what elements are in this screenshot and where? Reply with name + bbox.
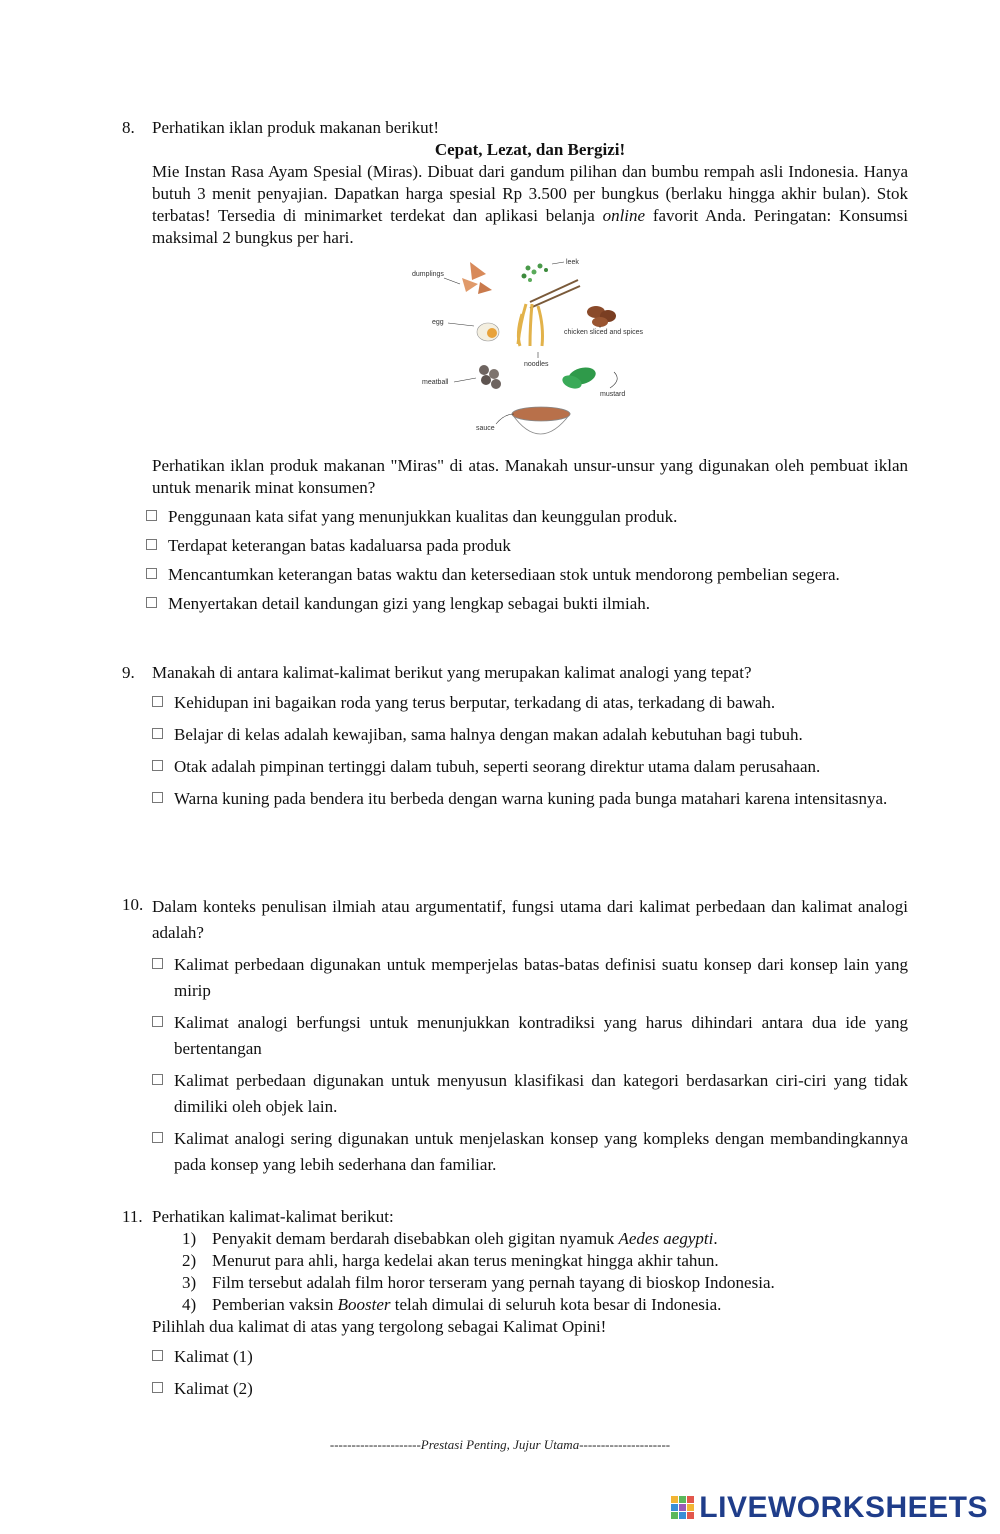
checkbox[interactable] bbox=[152, 1074, 163, 1085]
option-9c[interactable]: Otak adalah pimpinan tertinggi dalam tubuh, seperti seorang direktur utama dalam perusahaan. bbox=[152, 754, 908, 780]
option-8b[interactable]: Terdapat keterangan batas kadaluarsa pada produk bbox=[146, 535, 908, 557]
chicken-label: chicken sliced and spices bbox=[564, 329, 643, 336]
question-text: Dalam konteks penulisan ilmiah atau argumentatif, fungsi utama dari kalimat perbedaan dan kalimat analogi adalah? bbox=[152, 897, 908, 942]
checkbox[interactable] bbox=[146, 539, 157, 550]
checkbox[interactable] bbox=[152, 728, 163, 739]
question-intro: Perhatikan kalimat-kalimat berikut: bbox=[152, 1207, 394, 1226]
sentence-item: 4) Pemberian vaksin Booster telah dimulai di seluruh kota besar di Indonesia. bbox=[182, 1295, 722, 1314]
leek-label: leek bbox=[566, 259, 579, 266]
option-8a[interactable]: Penggunaan kata sifat yang menunjukkan kualitas dan keunggulan produk. bbox=[146, 506, 908, 528]
ad-text: Mie Instan Rasa Ayam Spesial (Miras). Dibuat dari gandum pilihan dan bumbu rempah asli Indonesia. Hanya butuh 3 menit penyajian. Dapatkan harga spesial Rp 3.500 per bungkus (berlaku hingga akhir bulan). Stok terbatas! Tersedia di minimarket terdekat dan aplikasi belanja online favorit Anda. Peringatan: Konsumsi maksimal 2 bungkus per hari. bbox=[152, 162, 908, 247]
question-text: Manakah di antara kalimat-kalimat berikut yang merupakan kalimat analogi yang tepat? bbox=[152, 663, 752, 682]
question-number: 10. bbox=[122, 895, 144, 914]
option-8d[interactable]: Menyertakan detail kandungan gizi yang lengkap sebagai bukti ilmiah. bbox=[146, 593, 908, 615]
option-10b[interactable]: Kalimat analogi berfungsi untuk menunjukkan kontradiksi yang harus dihindari antara dua ide yang bertentangan bbox=[152, 1010, 908, 1062]
sentence-item: 1) Penyakit demam berdarah disebabkan oleh gigitan nyamuk Aedes aegypti. bbox=[182, 1229, 718, 1248]
question-9 bbox=[122, 662, 908, 812]
option-10a[interactable]: Kalimat perbedaan digunakan untuk memperjelas batas-batas definisi suatu konsep dari konsep lain yang mirip bbox=[152, 952, 908, 1004]
noodles-label: noodles bbox=[524, 361, 549, 368]
dumplings-label: dumplings bbox=[412, 271, 444, 278]
checkbox[interactable] bbox=[152, 1382, 163, 1393]
question-number: 9. bbox=[122, 663, 135, 682]
brand-text: LIVEWORKSHEETS bbox=[699, 1491, 988, 1524]
option-11a[interactable]: Kalimat (1) bbox=[152, 1344, 908, 1370]
sentence-item: 3) Film tersebut adalah film horor terseram yang pernah tayang di bioskop Indonesia. bbox=[182, 1273, 775, 1292]
liveworksheets-logo[interactable] bbox=[671, 1491, 988, 1524]
option-10d[interactable]: Kalimat analogi sering digunakan untuk menjelaskan konsep yang kompleks dengan membandingkannya pada konsep yang lebih sederhana dan familiar. bbox=[152, 1126, 908, 1178]
option-11b[interactable]: Kalimat (2) bbox=[152, 1376, 908, 1402]
meatball-label: meatball bbox=[422, 379, 449, 386]
question-intro: Perhatikan iklan produk makanan berikut! bbox=[152, 118, 440, 137]
option-9d[interactable]: Warna kuning pada bendera itu berbeda dengan warna kuning pada bunga matahari karena intensitasnya. bbox=[152, 786, 908, 812]
option-10c[interactable]: Kalimat perbedaan digunakan untuk menyusun klasifikasi dan kategori berdasarkan ciri-ciri yang tidak dimiliki oleh objek lain. bbox=[152, 1068, 908, 1120]
checkbox[interactable] bbox=[146, 597, 157, 608]
option-9b[interactable]: Belajar di kelas adalah kewajiban, sama halnya dengan makan adalah kebutuhan bagi tubuh. bbox=[152, 722, 908, 748]
noodle-ingredients-illustration bbox=[400, 254, 650, 454]
checkbox[interactable] bbox=[152, 1132, 163, 1143]
checkbox[interactable] bbox=[152, 760, 163, 771]
checkbox[interactable] bbox=[146, 568, 157, 579]
checkbox[interactable] bbox=[146, 510, 157, 521]
question-10 bbox=[122, 894, 908, 1178]
sauce-label: sauce bbox=[476, 425, 495, 432]
checkbox[interactable] bbox=[152, 1350, 163, 1361]
question-8 bbox=[122, 117, 908, 249]
mustard-label: mustard bbox=[600, 391, 626, 398]
checkbox[interactable] bbox=[152, 958, 163, 969]
option-8c[interactable]: Mencantumkan keterangan batas waktu dan ketersediaan stok untuk mendorong pembelian segera. bbox=[146, 564, 908, 586]
sentence-item: 2) Menurut para ahli, harga kedelai akan terus meningkat hingga akhir tahun. bbox=[182, 1251, 719, 1270]
question-text: Pilihlah dua kalimat di atas yang tergolong sebagai Kalimat Opini! bbox=[152, 1317, 607, 1336]
footer-motto: ---------------------Prestasi Penting, Jujur Utama--------------------- bbox=[329, 1437, 671, 1452]
question-number: 11. bbox=[122, 1207, 143, 1226]
checkbox[interactable] bbox=[152, 696, 163, 707]
question-11 bbox=[122, 1206, 908, 1402]
egg-label: egg bbox=[432, 319, 444, 326]
checkbox[interactable] bbox=[152, 1016, 163, 1027]
liveworksheets-logo-icon bbox=[671, 1494, 695, 1522]
checkbox[interactable] bbox=[152, 792, 163, 803]
sentence-list bbox=[182, 1228, 908, 1316]
question-text: Perhatikan iklan produk makanan "Miras" di atas. Manakah unsur-unsur yang digunakan oleh pembuat iklan untuk menarik minat konsumen? bbox=[152, 456, 908, 497]
option-9a[interactable]: Kehidupan ini bagaikan roda yang terus berputar, terkadang di atas, terkadang di bawah. bbox=[152, 690, 908, 716]
question-8-options bbox=[122, 455, 908, 615]
ad-title: Cepat, Lezat, dan Bergizi! bbox=[434, 140, 626, 159]
question-number: 8. bbox=[122, 118, 135, 137]
